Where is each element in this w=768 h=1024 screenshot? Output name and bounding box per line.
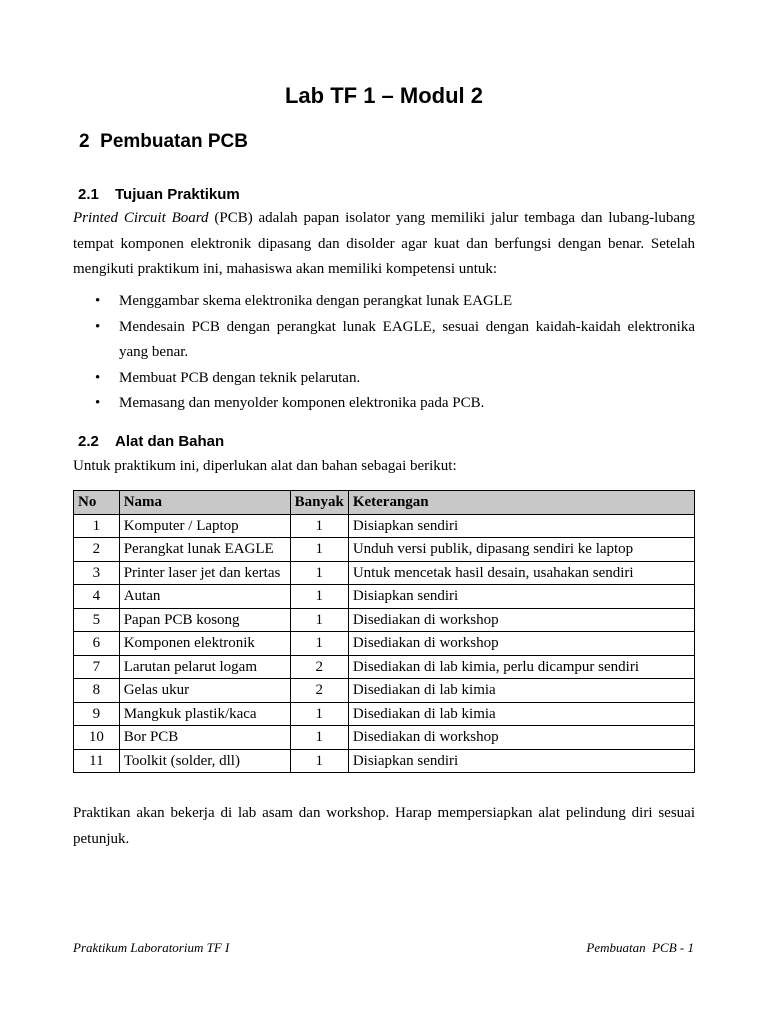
cell-no: 1 xyxy=(74,514,120,538)
cell-nama: Perangkat lunak EAGLE xyxy=(119,538,290,562)
cell-no: 10 xyxy=(74,726,120,750)
table-row xyxy=(74,608,695,632)
materials-table xyxy=(73,490,695,773)
cell-keterangan: Disediakan di lab kimia xyxy=(348,702,694,726)
subsection-title: Tujuan Praktikum xyxy=(115,186,240,203)
cell-nama: Toolkit (solder, dll) xyxy=(119,749,290,773)
cell-keterangan: Disiapkan sendiri xyxy=(348,585,694,609)
cell-banyak: 1 xyxy=(290,514,348,538)
cell-no: 6 xyxy=(74,632,120,656)
cell-no: 3 xyxy=(74,561,120,585)
table-header-row xyxy=(74,491,695,515)
cell-banyak: 2 xyxy=(290,679,348,703)
cell-keterangan: Unduh versi publik, dipasang sendiri ke laptop xyxy=(348,538,694,562)
subsection-heading-alat xyxy=(78,432,224,452)
cell-keterangan: Untuk mencetak hasil desain, usahakan sendiri xyxy=(348,561,694,585)
section-number: 2 xyxy=(79,131,90,152)
header-nama: Nama xyxy=(119,491,290,515)
cell-no: 11 xyxy=(74,749,120,773)
table-row xyxy=(74,632,695,656)
list-item: • Memasang dan menyolder komponen elektronika pada PCB. xyxy=(73,391,695,417)
subsection-heading-tujuan xyxy=(78,185,240,205)
table-row xyxy=(74,561,695,585)
bullet-icon: • xyxy=(95,318,101,335)
section-title: Pembuatan PCB xyxy=(100,131,248,152)
intro-italic-term: Printed Circuit Board xyxy=(73,210,209,226)
header-no: No xyxy=(74,491,120,515)
cell-banyak: 1 xyxy=(290,726,348,750)
cell-banyak: 1 xyxy=(290,749,348,773)
cell-keterangan: Disediakan di workshop xyxy=(348,726,694,750)
cell-nama: Autan xyxy=(119,585,290,609)
cell-keterangan: Disediakan di workshop xyxy=(348,608,694,632)
table-row xyxy=(74,585,695,609)
bullet-icon: • xyxy=(95,395,101,411)
subsection-number: 2.1 xyxy=(78,186,99,203)
cell-nama: Bor PCB xyxy=(119,726,290,750)
header-banyak: Banyak xyxy=(290,491,348,515)
intro-text: (PCB) adalah papan isolator yang memiliki jalur tembaga dan lubang-lubang tempat komponen elektronik dipasang dan disolder agar kuat dan berfungsi dengan benar. Setelah mengikuti praktikum ini, mahasiswa akan memiliki kompetensi untuk: xyxy=(73,210,695,277)
cell-banyak: 2 xyxy=(290,655,348,679)
cell-no: 8 xyxy=(74,679,120,703)
footer-left: Praktikum Laboratorium TF I xyxy=(73,940,230,955)
cell-keterangan: Disiapkan sendiri xyxy=(348,749,694,773)
table-row xyxy=(74,514,695,538)
cell-no: 7 xyxy=(74,655,120,679)
cell-banyak: 1 xyxy=(290,632,348,656)
list-item: • Membuat PCB dengan teknik pelarutan. xyxy=(73,366,695,392)
cell-keterangan: Disediakan di lab kimia, perlu dicampur sendiri xyxy=(348,655,694,679)
table-row xyxy=(74,679,695,703)
bullet-icon: • xyxy=(95,369,101,386)
table-row xyxy=(74,726,695,750)
header-keterangan: Keterangan xyxy=(348,491,694,515)
cell-keterangan: Disediakan di lab kimia xyxy=(348,679,694,703)
table-row xyxy=(74,702,695,726)
table-row xyxy=(74,538,695,562)
cell-nama: Komputer / Laptop xyxy=(119,514,290,538)
cell-nama: Gelas ukur xyxy=(119,679,290,703)
table-row xyxy=(74,749,695,773)
subsection-title: Alat dan Bahan xyxy=(115,433,225,450)
cell-nama: Papan PCB kosong xyxy=(119,608,290,632)
intro-paragraph xyxy=(73,206,695,283)
table-intro: Untuk praktikum ini, diperlukan alat dan bahan sebagai berikut: xyxy=(73,458,457,474)
cell-no: 9 xyxy=(74,702,120,726)
section-heading xyxy=(79,130,248,154)
cell-nama: Larutan pelarut logam xyxy=(119,655,290,679)
cell-nama: Printer laser jet dan kertas xyxy=(119,561,290,585)
cell-no: 4 xyxy=(74,585,120,609)
footer-right: Pembuatan PCB - 1 xyxy=(586,940,694,955)
cell-banyak: 1 xyxy=(290,561,348,585)
list-item: • Mendesain PCB dengan perangkat lunak EAGLE, sesuai dengan kaidah-kaidah elektronika yang benar. xyxy=(73,315,695,366)
closing-paragraph: Praktikan akan bekerja di lab asam dan workshop. Harap mempersiapkan alat pelindung diri sesuai petunjuk. xyxy=(73,805,695,847)
cell-banyak: 1 xyxy=(290,538,348,562)
cell-no: 5 xyxy=(74,608,120,632)
table-row xyxy=(74,655,695,679)
cell-no: 2 xyxy=(74,538,120,562)
cell-banyak: 1 xyxy=(290,702,348,726)
list-item: • Menggambar skema elektronika dengan perangkat lunak EAGLE xyxy=(73,289,695,315)
bullet-icon: • xyxy=(95,293,101,309)
cell-nama: Mangkuk plastik/kaca xyxy=(119,702,290,726)
cell-banyak: 1 xyxy=(290,585,348,609)
cell-keterangan: Disiapkan sendiri xyxy=(348,514,694,538)
cell-nama: Komponen elektronik xyxy=(119,632,290,656)
cell-keterangan: Disediakan di workshop xyxy=(348,632,694,656)
subsection-number: 2.2 xyxy=(78,433,99,450)
page-title: Lab TF 1 – Modul 2 xyxy=(284,83,483,108)
competency-list xyxy=(73,289,695,417)
cell-banyak: 1 xyxy=(290,608,348,632)
